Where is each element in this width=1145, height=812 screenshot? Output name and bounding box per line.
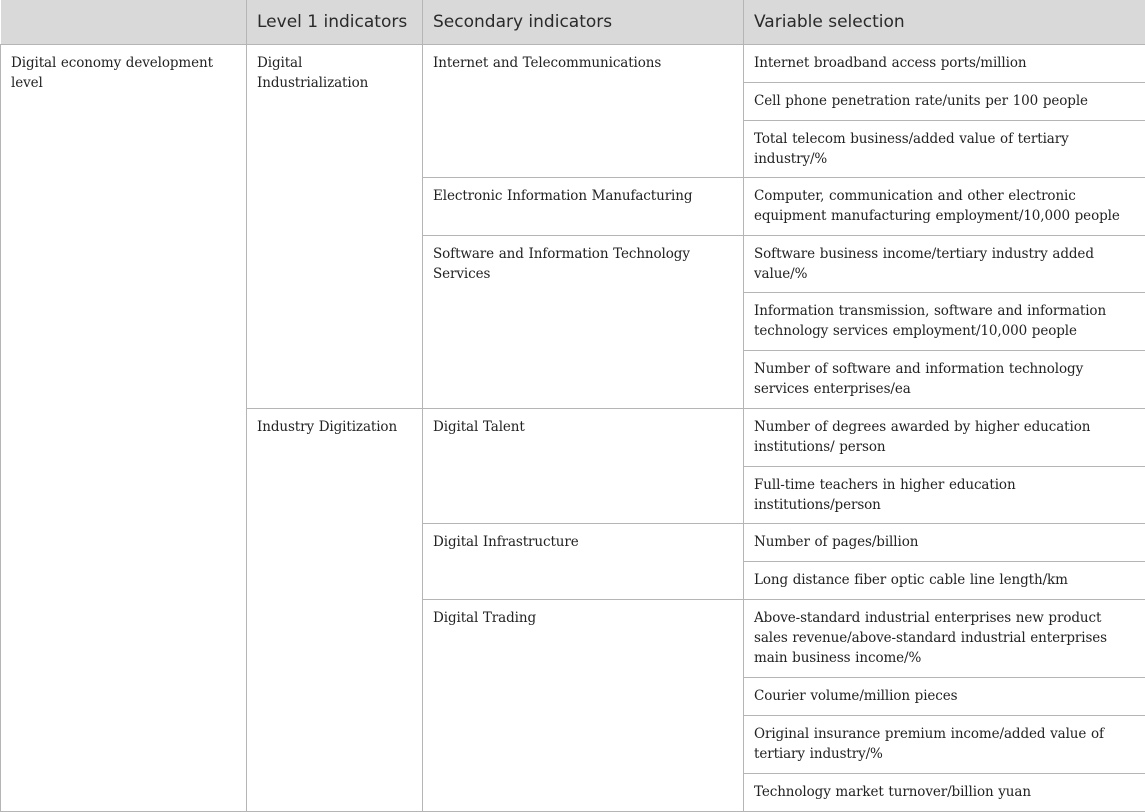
variable-cell: Information transmission, software and information technology services employment/10,000 people xyxy=(744,293,1145,351)
header-blank xyxy=(1,0,247,45)
secondary-cell: Internet and Telecommunications xyxy=(423,45,744,178)
variable-cell: Computer, communication and other electronic equipment manufacturing employment/10,000 people xyxy=(744,178,1145,236)
variable-cell: Above-standard industrial enterprises new product sales revenue/above-standard industrial enterprises main business income/% xyxy=(744,600,1145,678)
table-header xyxy=(1,0,1145,45)
variable-cell: Total telecom business/added value of tertiary industry/% xyxy=(744,121,1145,178)
variable-cell: Number of pages/billion xyxy=(744,524,1145,562)
secondary-cell: Software and Information Technology Services xyxy=(423,236,744,409)
table-row xyxy=(1,45,1145,83)
secondary-cell: Digital Talent xyxy=(423,409,744,524)
secondary-cell: Digital Infrastructure xyxy=(423,524,744,600)
header-row xyxy=(1,0,1145,45)
variable-cell: Number of degrees awarded by higher education institutions/ person xyxy=(744,409,1145,467)
secondary-cell: Digital Trading xyxy=(423,600,744,812)
variable-cell: Technology market turnover/billion yuan xyxy=(744,774,1145,812)
variable-cell: Cell phone penetration rate/units per 100 people xyxy=(744,83,1145,121)
variable-cell: Internet broadband access ports/million xyxy=(744,45,1145,83)
header-level1-indicators: Level 1 indicators xyxy=(247,0,423,45)
table-body xyxy=(1,45,1145,812)
level1-cell: Digital Industrialization xyxy=(247,45,423,409)
variable-cell: Courier volume/million pieces xyxy=(744,678,1145,716)
variable-cell: Long distance fiber optic cable line length/km xyxy=(744,562,1145,600)
header-variable-selection: Variable selection xyxy=(744,0,1145,45)
header-secondary-indicators: Secondary indicators xyxy=(423,0,744,45)
secondary-cell: Electronic Information Manufacturing xyxy=(423,178,744,236)
level1-cell: Industry Digitization xyxy=(247,409,423,812)
variable-cell: Original insurance premium income/added value of tertiary industry/% xyxy=(744,716,1145,774)
variable-cell: Software business income/tertiary industry added value/% xyxy=(744,236,1145,293)
variable-cell: Full-time teachers in higher education institutions/person xyxy=(744,467,1145,524)
target-cell: Digital economy development level xyxy=(1,45,247,812)
variable-cell: Number of software and information technology services enterprises/ea xyxy=(744,351,1145,409)
